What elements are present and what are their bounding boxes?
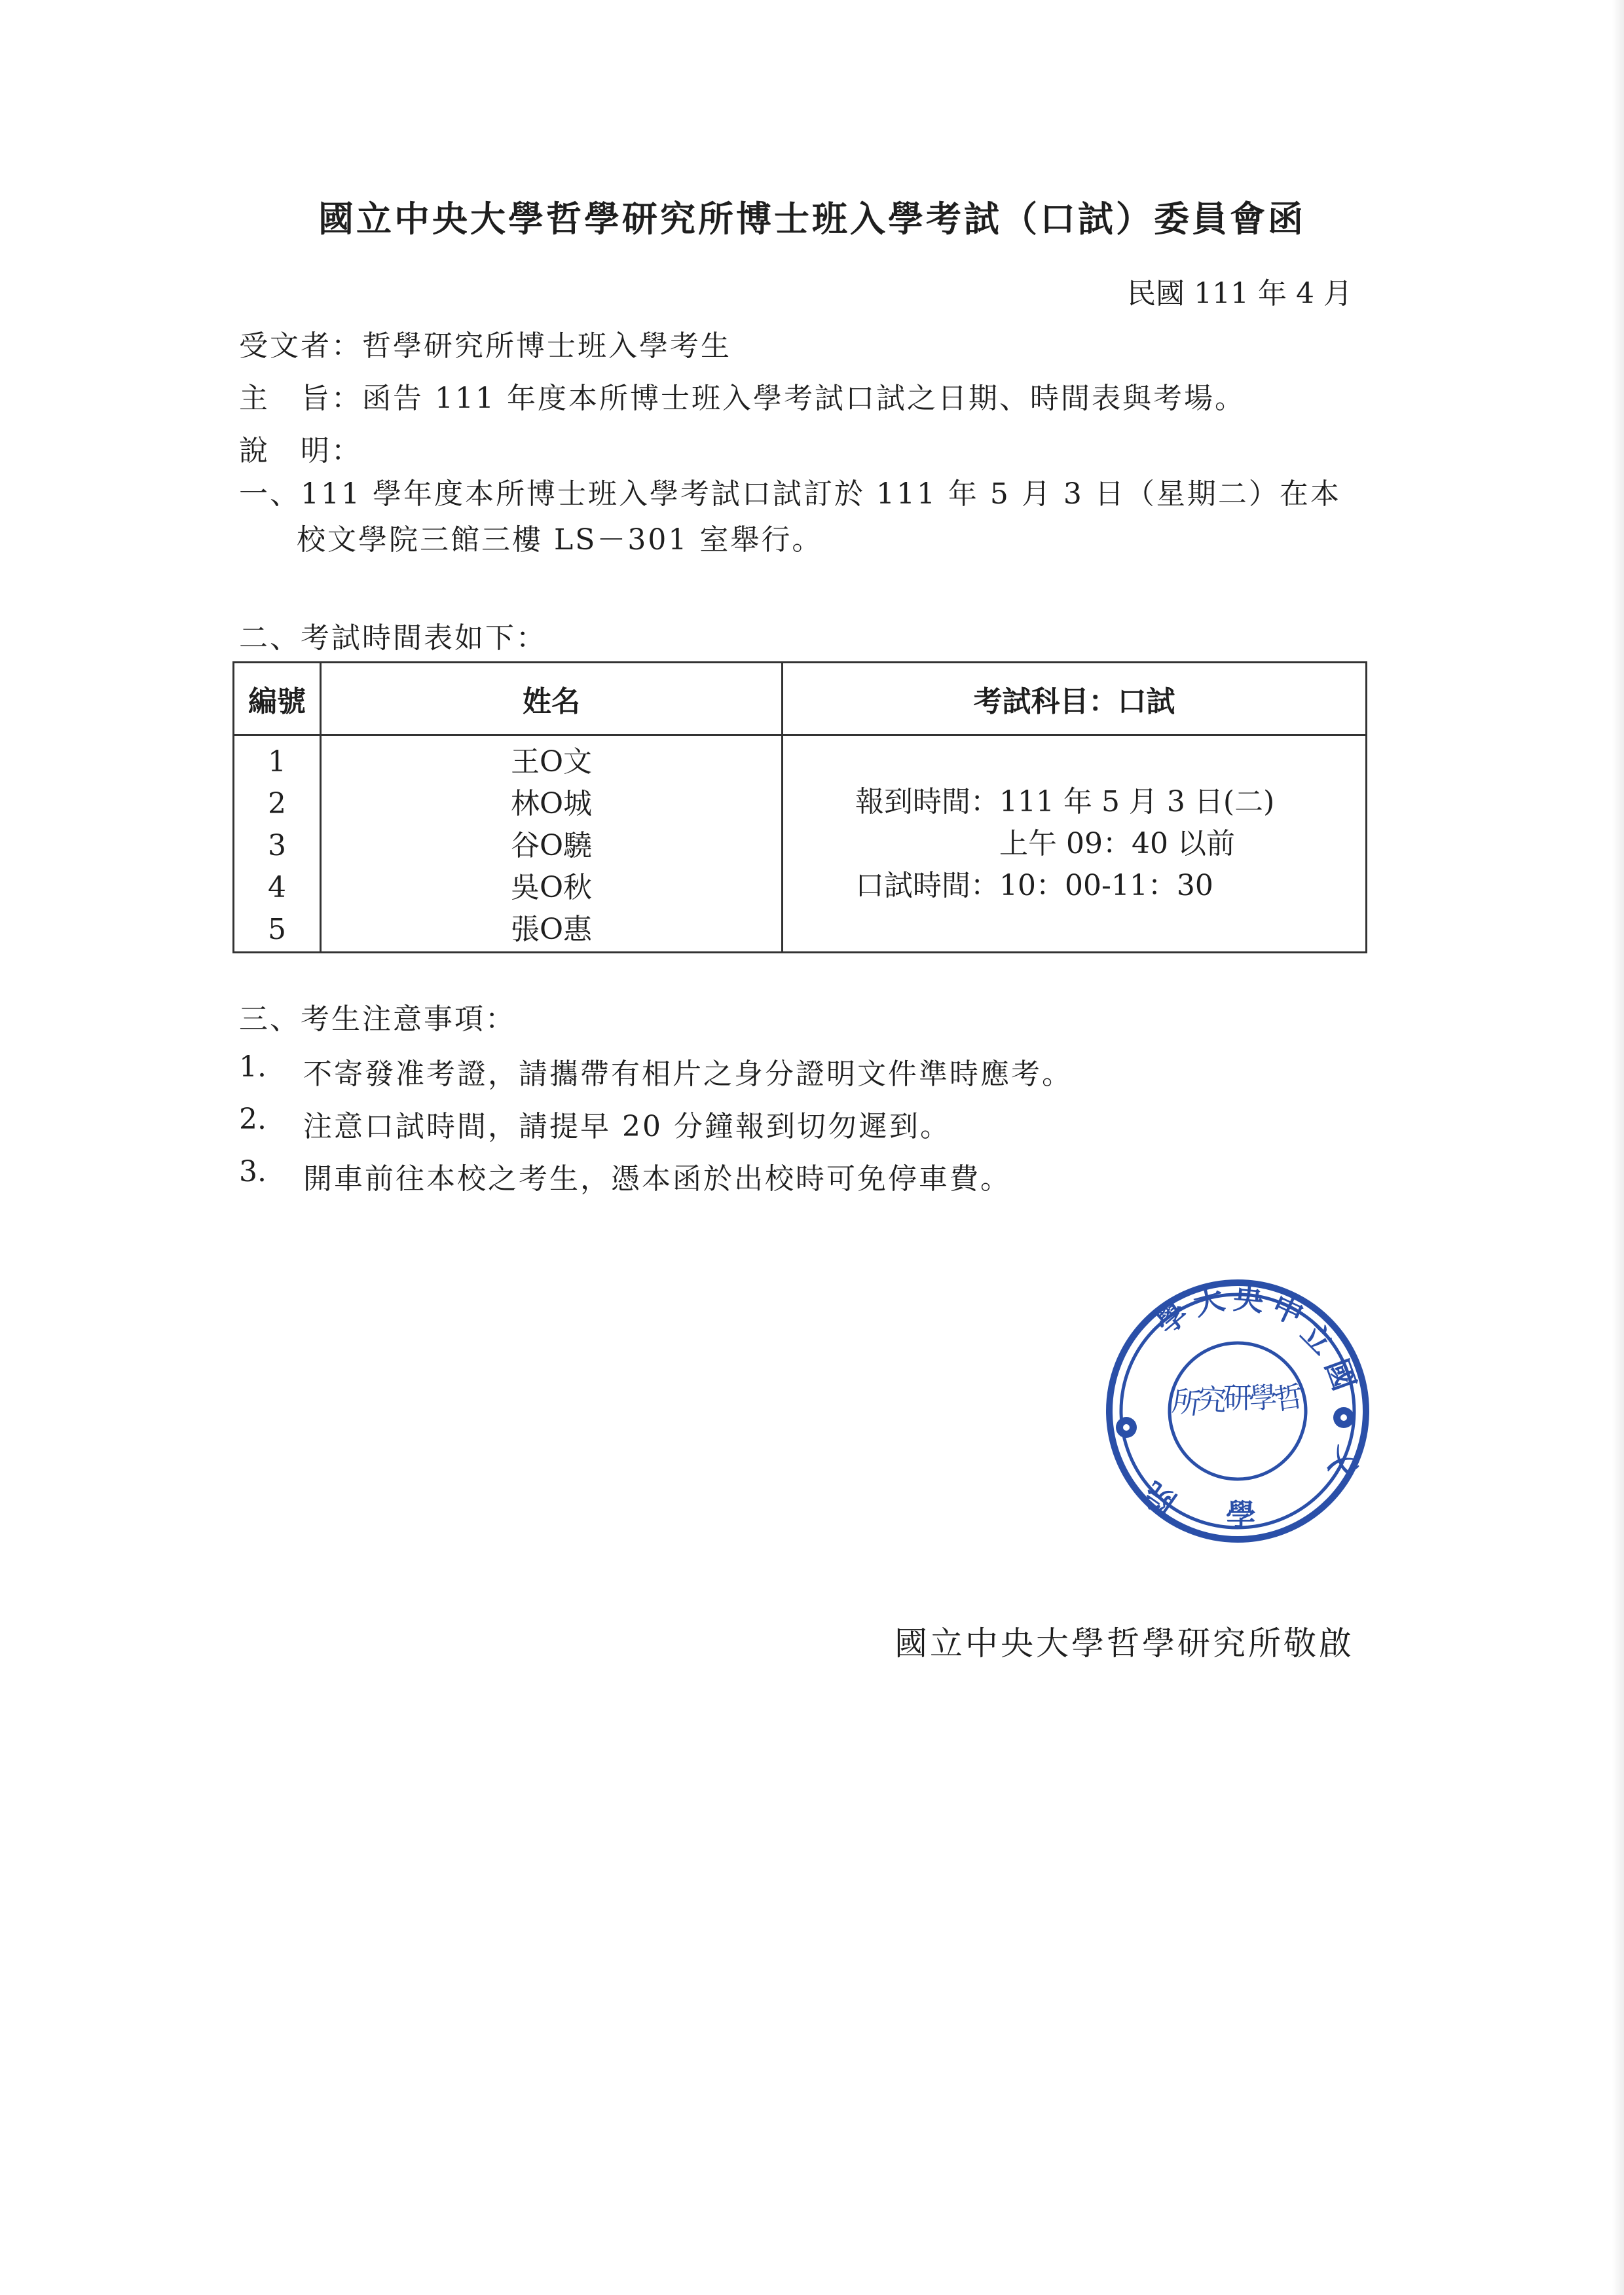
name-column [321,735,783,953]
svg-text:哲: 哲 [1272,1380,1306,1417]
official-seal [1100,1274,1375,1549]
explanation-label: 說 明： [239,434,362,468]
table-header-row [234,663,1367,735]
number-column [234,735,321,953]
svg-text:究: 究 [1196,1382,1228,1418]
item2-heading: 二、考試時間表如下： [239,621,547,655]
document-date: 民國 111 年 4 月 [1127,277,1352,310]
table-body-row [234,735,1367,953]
exam-time: 口試時間：10：00-11：30 [855,868,1213,902]
note-text: 開車前往本校之考生，憑本函於出校時可免停車費。 [303,1162,1011,1196]
note-text: 不寄發准考證，請攜帶有相片之身分證明文件準時應考。 [303,1057,1073,1091]
signature-line: 國立中央大學哲學研究所敬啟 [895,1625,1354,1662]
schedule-table [232,661,1367,953]
header-number: 編號 [234,663,321,735]
svg-text:立: 立 [1293,1315,1340,1362]
note-number: 3. [239,1155,267,1188]
subject-line: 主 旨：函告 111 年度本所博士班入學考試口試之日期、時間表與考場。 [239,382,1246,415]
svg-text:學: 學 [1226,1497,1256,1533]
page-edge-shadow [1612,0,1624,2295]
table-cell-number: 2 [268,787,286,820]
svg-text:央: 央 [1232,1280,1265,1318]
svg-text:所: 所 [1170,1384,1204,1422]
header-name: 姓名 [321,663,783,735]
time-column [783,735,1367,953]
svg-text:大: 大 [1189,1280,1228,1323]
note-text: 注意口試時間，請提早 20 分鐘報到切勿遲到。 [303,1110,951,1143]
svg-text:文: 文 [1321,1441,1367,1484]
note-number: 1. [239,1050,267,1084]
header-subject: 考試科目：口試 [783,663,1367,735]
svg-text:研: 研 [1223,1382,1252,1415]
svg-text:國: 國 [1318,1354,1363,1395]
document-title: 國立中央大學哲學研究所博士班入學考試（口試）委員會函 [318,198,1306,240]
table-cell-name: 吳O秋 [510,871,593,904]
table-cell-name: 王O文 [510,745,593,779]
item1-line2: 校文學院三館三樓 LS－301 室舉行。 [297,523,823,557]
report-time: 報到時間：111 年 5 月 3 日(二) [855,784,1275,818]
report-time-deadline: 上午 09：40 以前 [999,826,1235,860]
recipient-line: 受文者：哲學研究所博士班入學考生 [239,329,731,363]
item3-heading: 三、考生注意事項： [239,1002,516,1036]
note-number: 2. [239,1103,267,1136]
table-cell-name: 張O惠 [510,913,593,946]
table-cell-name: 林O城 [510,787,593,820]
table-cell-number: 4 [268,871,286,904]
table-cell-number: 3 [268,829,286,862]
svg-text:學: 學 [1149,1294,1195,1342]
svg-text:學: 學 [1247,1380,1279,1416]
svg-text:中: 中 [1266,1287,1310,1332]
table-cell-number: 1 [268,745,286,779]
table-cell-name: 谷O驍 [510,829,593,862]
item1-line1: 一、111 學年度本所博士班入學考試口試訂於 111 年 5 月 3 日（星期二）在本 [239,477,1341,511]
table-cell-number: 5 [268,913,286,946]
svg-text:院: 院 [1137,1475,1183,1522]
